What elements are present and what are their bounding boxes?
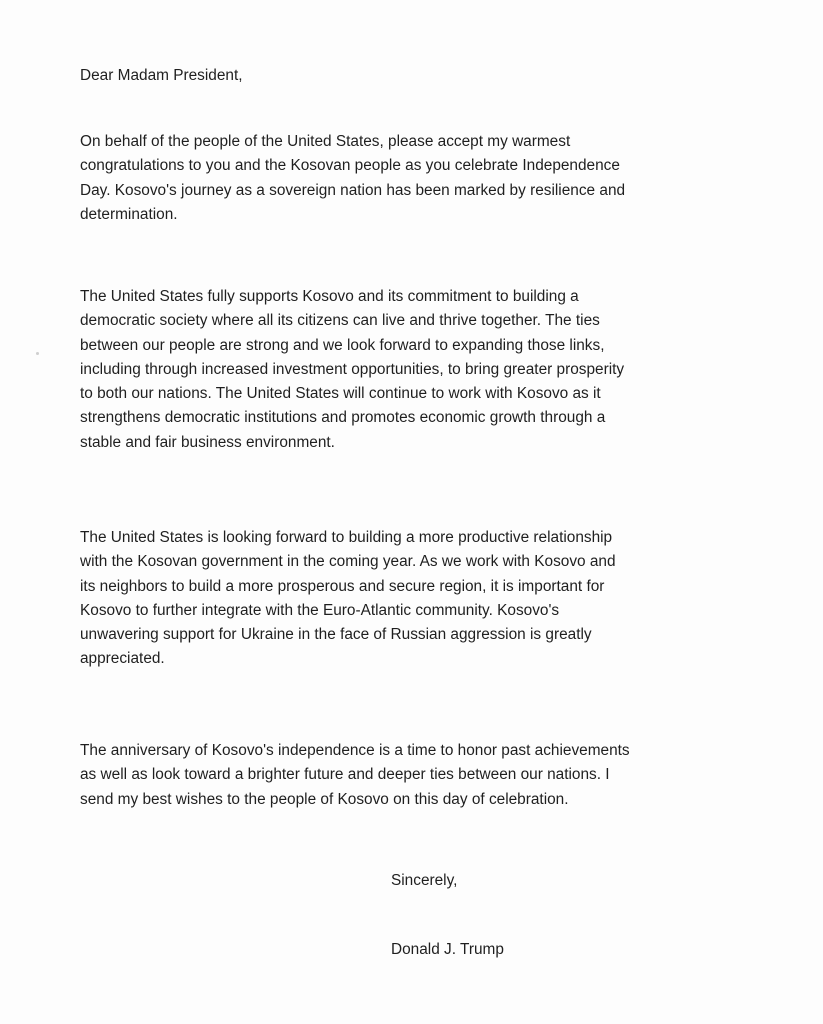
paragraph-anniversary [80,739,760,812]
text-line: stable and fair business environment. [80,433,335,451]
text-line: The United States is looking forward to building a more productive relationship [80,529,613,546]
text-line: The United States fully supports Kosovo and its commitment to building a [80,288,579,305]
text-line: Day. Kosovo's journey as a sovereign nation has been marked by resilience and [80,181,626,199]
text-line: with the Kosovan government in the coming year. As we work with Kosovo and [80,553,616,571]
text-line: between our people are strong and we look forward to expanding those links, [80,336,605,354]
text-line: to both our nations. The United States will continue to work with Kosovo as it [80,385,601,403]
text-line: determination. [80,205,178,223]
text-line: strengthens democratic institutions and promotes economic growth through a [80,409,606,427]
text-line: On behalf of the people of the United States, please accept my warmest [80,133,571,150]
text-line: The anniversary of Kosovo's independence is a time to honor past achievements [80,742,630,759]
text-line: as well as look toward a brighter future and deeper ties between our nations. I [80,766,610,784]
text-line: send my best wishes to the people of Kosovo on this day of celebration. [80,790,569,808]
text-line: Kosovo to further integrate with the Euro-Atlantic community. Kosovo's [80,601,560,619]
text-line: appreciated. [80,650,165,668]
paragraph-support [80,285,760,455]
signature-name: Donald J. Trump [391,941,504,958]
text-line: its neighbors to build a more prosperous and secure region, it is important for [80,577,605,595]
paragraph-congratulations [80,130,760,227]
scan-speck [36,352,39,355]
text-line: including through increased investment opportunities, to bring greater prosperity [80,360,625,378]
paragraph-relationship [80,526,760,672]
text-line: unwavering support for Ukraine in the face of Russian aggression is greatly [80,626,592,644]
salutation: Dear Madam President, [80,67,243,84]
text-line: democratic society where all its citizens can live and thrive together. The ties [80,312,600,330]
closing: Sincerely, [391,872,458,889]
text-line: congratulations to you and the Kosovan people as you celebrate Independence [80,157,620,175]
